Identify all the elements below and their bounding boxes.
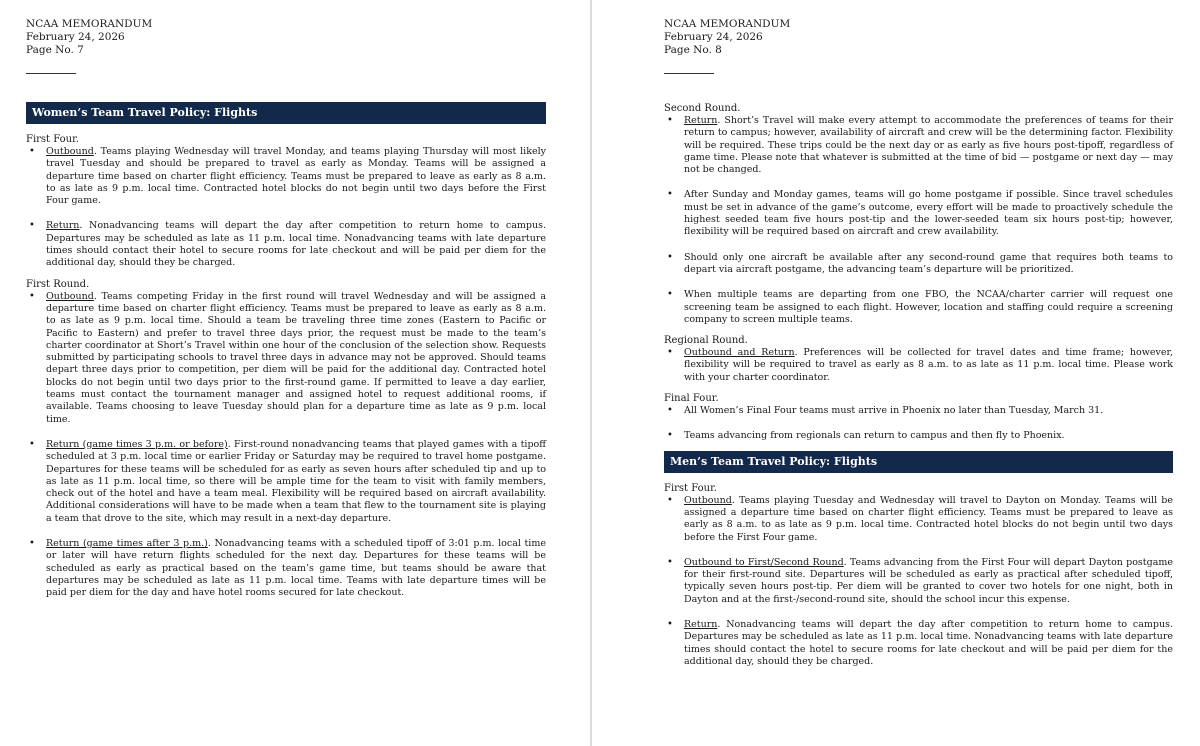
bullet-icon: • (29, 438, 35, 450)
bullet-icon: • (667, 619, 673, 631)
item-text: . Teams advancing from the First Four will depart Dayton postgame for their first-round site. Departures will be scheduled as early as practical after scheduled tipoff, typically seven hours post-tip. Per diem will be granted to cover two hotels for one night, both in Dayton and at the first-/second-round site, should the school incur this expense. (684, 556, 1173, 605)
page-content (26, 102, 546, 613)
bullet-icon: • (667, 430, 673, 442)
item-text: All Women’s Final Four teams must arrive in Phoenix no later than Tuesday, March 31. (684, 405, 1104, 417)
item-lead: Outbound (46, 290, 94, 302)
bullet-item (26, 220, 546, 269)
bullet-icon: • (667, 289, 673, 301)
memo-date: February 24, 2026 (26, 31, 125, 43)
page-header (664, 18, 790, 57)
bullet-item (26, 146, 546, 207)
section-title: First Four. (664, 482, 717, 494)
bullet-icon: • (667, 405, 673, 417)
memo-page-8 (592, 0, 1200, 746)
bullet-item (26, 439, 546, 525)
item-lead: Outbound (46, 146, 94, 157)
bullet-item (664, 619, 1173, 668)
item-lead: Outbound to First/Second Round (684, 556, 844, 568)
bullet-icon: • (29, 146, 35, 157)
page-number: Page No. 8 (664, 44, 722, 56)
item-lead: Return (game times 3 p.m. or before) (46, 438, 228, 450)
bullet-item (664, 189, 1173, 238)
bullet-icon: • (29, 538, 35, 550)
item-text: . Nonadvancing teams will depart the day after competition to return home to campus. Departures may be scheduled as late as 11 p.m. local time. Nonadvancing teams with late departure times should contact the hotel to secure rooms for late checkout and will be paid per diem for the additional day, should they be charged. (684, 619, 1173, 667)
page-content (664, 102, 1173, 681)
bullet-item (664, 289, 1173, 326)
bullet-item (664, 347, 1173, 384)
item-text: Should only one aircraft be available after any second-round game that requires both teams to depart via aircraft postgame, the advancing team’s departure will be prioritized. (684, 251, 1173, 275)
bullet-item (664, 430, 1173, 442)
bullet-item (664, 495, 1173, 544)
item-text: . Teams playing Tuesday and Wednesday will travel to Dayton on Monday. Teams will be assigned a departure time based on charter flight efficiency. Teams must be prepared to leave as early as 8 a.m. to as late as 9 p.m. local time. Contracted hotel blocks do not begin until two days before the First Four game. (684, 494, 1173, 543)
bullet-icon: • (667, 556, 673, 568)
bullet-item (664, 557, 1173, 606)
section-banner: Men’s Team Travel Policy: Flights (664, 451, 1173, 473)
memo-title: NCAA MEMORANDUM (26, 18, 153, 30)
item-text: When multiple teams are departing from one FBO, the NCAA/charter carrier will request one screening team be assigned to each flight. However, location and staffing could require a screening company to screen multiple teams. (684, 289, 1173, 325)
item-text: . Nonadvancing teams with a scheduled tipoff of 3:01 p.m. local time or later will have return flights scheduled for the next day. Departures for these teams will be scheduled as early as practical based on the team’s game time, but teams should be aware that departures may be scheduled as late as 11 p.m. local time. Teams with late departure times will be paid per diem for the day and have hotel rooms secured for late checkout. (46, 538, 546, 599)
section-title: First Four. (26, 134, 79, 145)
item-lead: Return (46, 220, 80, 232)
bullet-icon: • (29, 290, 35, 302)
bullet-icon: • (667, 189, 673, 201)
header-divider (664, 73, 714, 74)
bullet-item (26, 291, 546, 426)
bullet-item (26, 538, 546, 599)
section-title: Final Four. (664, 393, 719, 405)
bullet-item (664, 405, 1173, 417)
item-text: . Teams playing Wednesday will travel Monday, and teams playing Thursday will most likely travel Tuesday and should be prepared to travel as early as Monday. Teams will be assigned a departure time based on charter flight efficiency. Teams must be prepared to leave as early as 8 a.m. to as late as 9 p.m. local time. Contracted hotel blocks do not begin until two days before the First Four game. (46, 146, 546, 207)
page-header (26, 18, 152, 57)
item-lead: Outbound (684, 494, 732, 506)
bullet-icon: • (667, 347, 673, 359)
bullet-icon: • (667, 115, 673, 126)
page-number: Page No. 7 (26, 44, 84, 56)
item-text: . Teams competing Friday in the first round will travel Wednesday and will be assigned a departure time based on charter flight efficiency. Teams must be prepared to leave as early as 8 a.m. to as late as 9 p.m. local time. Should a team be traveling three time zones (Eastern to Pacific or Pacific to Eastern) and prefer to travel three days prior, the request must be made to the team’s charter coordinator at Short’s Travel within one hour of the conclusion of the selection show. Requests submitted by participating schools to travel three days in advance may not be approved. Should teams depart three days prior to competition, per diem will be paid for the additional day. Contracted hotel blocks do not begin until two days prior to the first-round game. If permitted to leave a day earlier, teams must contact the tournament manager and assigned hotel to request additional rooms, if available. Teams choosing to leave Tuesday should plan for a departure time as late as 9 p.m. local time. (46, 290, 546, 425)
section-banner: Women’s Team Travel Policy: Flights (26, 102, 546, 124)
section-title: First Round. (26, 278, 90, 290)
bullet-item (664, 252, 1173, 277)
item-lead: Return (684, 115, 718, 126)
item-lead: Return (game times after 3 p.m.) (46, 538, 208, 550)
item-text: . Nonadvancing teams will depart the day after competition to return home to campus. Departures may be scheduled as late as 11 p.m. local time. Nonadvancing teams with late departure times should contact their hotel to secure rooms for late checkout and will be paid per diem for the additional day, should they be charged. (46, 220, 546, 269)
bullet-icon: • (667, 494, 673, 506)
item-text: . Short’s Travel will make every attempt to accommodate the preferences of teams for their return to campus; however, availability of aircraft and crew will be the determining factor. Flexibility will be required. These trips could be the next day or as early as five hours post-tipoff, regardless of game time. Please note that whatever is submitted at the time of bid — postgame or next day — may not be changed. (684, 115, 1173, 176)
item-text: . First-round nonadvancing teams that played games with a tipoff scheduled at 3 p.m. local time or earlier Friday or Saturday may be required to travel home postgame. Departures for these teams will be scheduled for as early as seven hours after scheduled tip and up to as late as 11 p.m. local time, so there will be ample time for the team to visit with family members, check out of the hotel and have a team meal. Flexibility will be required based on aircraft availability. Additional considerations will have to be made when a team that flew to the tournament site is playing a team that drove to the site, which may result in a next-day departure. (46, 438, 546, 524)
item-lead: Return (684, 619, 718, 631)
memo-page-7 (0, 0, 590, 746)
item-text: After Sunday and Monday games, teams will go home postgame if possible. Since travel schedules must be set in advance of the game’s outcome, every effort will be made to proactively schedule the highest seeded team five hours post-tip and the lower-seeded team six hours post-tip; however, flexibility will be required based on aircraft and crew availability. (684, 189, 1173, 238)
section-title: Second Round. (664, 103, 741, 114)
bullet-icon: • (29, 220, 35, 232)
bullet-item (664, 115, 1173, 176)
header-divider (26, 73, 76, 74)
memo-date: February 24, 2026 (664, 31, 763, 43)
section-title: Regional Round. (664, 335, 748, 347)
item-lead: Outbound and Return (684, 347, 795, 359)
memo-title: NCAA MEMORANDUM (664, 18, 791, 30)
item-text: Teams advancing from regionals can return to campus and then fly to Phoenix. (684, 430, 1065, 442)
bullet-icon: • (667, 251, 673, 263)
item-text: . Preferences will be collected for travel dates and time frame; however, flexibility will be required to travel as early as 8 a.m. to as late as 11 p.m. local time. Please work with your charter coordinator. (684, 347, 1173, 383)
